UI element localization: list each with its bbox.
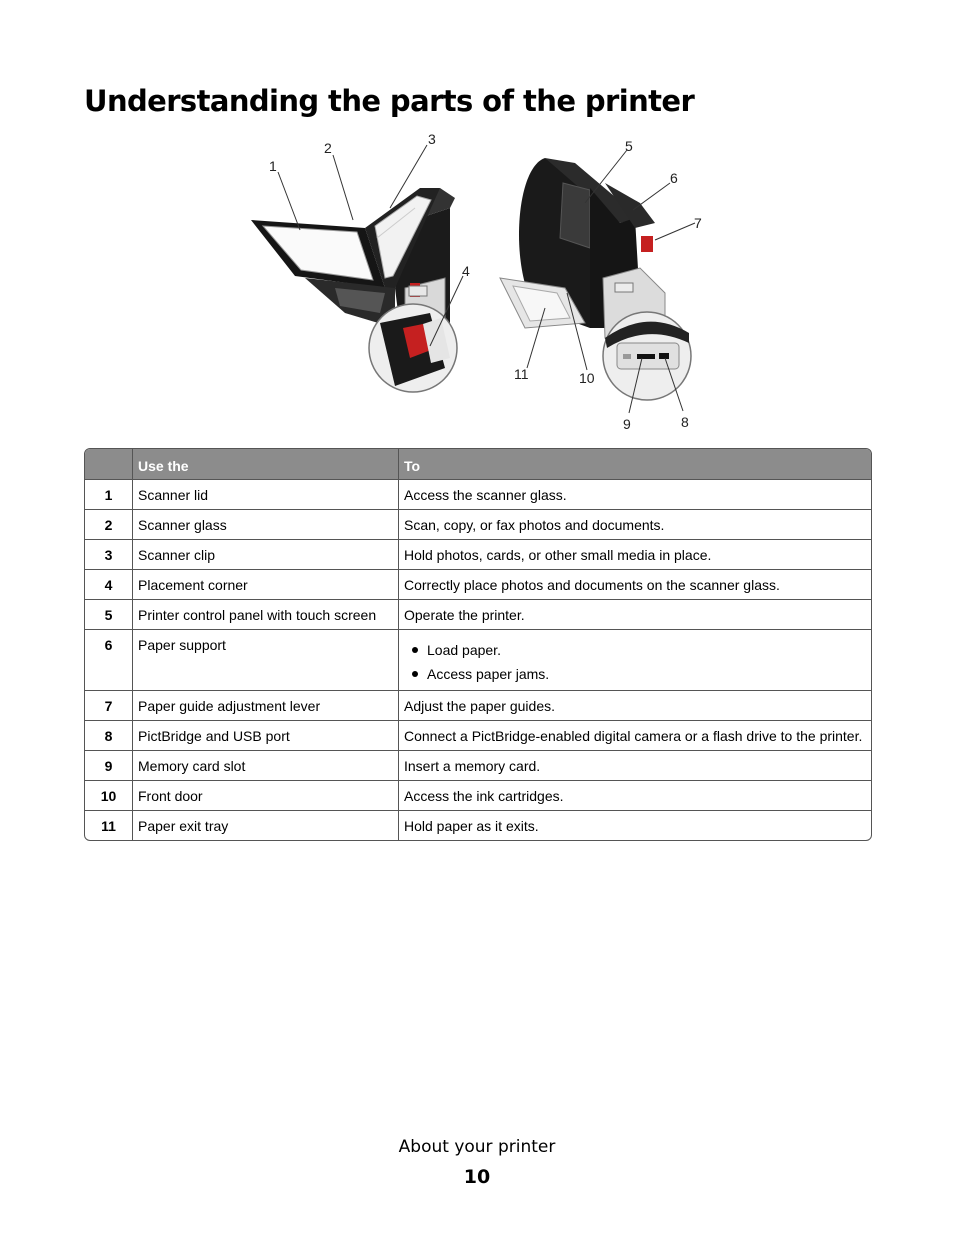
part-name: Scanner glass — [133, 510, 399, 539]
bullet-item: Access paper jams. — [404, 662, 866, 686]
header-to: To — [404, 458, 421, 474]
row-number: 10 — [85, 781, 133, 810]
parts-table — [84, 448, 872, 841]
part-name: Scanner clip — [133, 540, 399, 569]
callout-6: 6 — [670, 170, 678, 186]
table-row — [85, 509, 871, 539]
row-number: 6 — [85, 630, 133, 690]
part-name: Placement corner — [133, 570, 399, 599]
table-row — [85, 629, 871, 690]
part-name: Front door — [133, 781, 399, 810]
callout-3: 3 — [428, 131, 436, 147]
callout-11: 11 — [514, 366, 529, 382]
table-row — [85, 569, 871, 599]
table-header-row — [85, 449, 871, 479]
bullet-item: Load paper. — [404, 638, 866, 662]
part-purpose: Operate the printer. — [404, 607, 525, 623]
part-purpose: Hold paper as it exits. — [404, 818, 539, 834]
printer-parts-illustration — [245, 128, 715, 438]
row-number: 8 — [85, 721, 133, 750]
callout-1: 1 — [269, 158, 277, 174]
part-purpose: Hold photos, cards, or other small media in place. — [404, 547, 712, 563]
part-name: Paper support — [133, 630, 399, 690]
part-name: Paper guide adjustment lever — [133, 691, 399, 720]
callout-4: 4 — [462, 263, 470, 279]
page-title: Understanding the parts of the printer — [84, 84, 695, 118]
callout-10: 10 — [579, 370, 595, 386]
part-purpose: Connect a PictBridge-enabled digital camera or a flash drive to the printer. — [404, 728, 863, 744]
part-purpose: Insert a memory card. — [404, 758, 541, 774]
row-number: 5 — [85, 600, 133, 629]
part-name: Scanner lid — [133, 480, 399, 509]
callout-7: 7 — [694, 215, 702, 231]
row-number: 11 — [85, 811, 133, 840]
table-row — [85, 780, 871, 810]
part-purpose: Access the ink cartridges. — [404, 788, 564, 804]
row-number: 7 — [85, 691, 133, 720]
callout-9: 9 — [623, 416, 631, 432]
row-number: 4 — [85, 570, 133, 599]
part-name: Printer control panel with touch screen — [133, 600, 399, 629]
callout-8: 8 — [681, 414, 689, 430]
callout-5: 5 — [625, 138, 633, 154]
row-number: 9 — [85, 751, 133, 780]
page-number: 10 — [463, 1166, 491, 1188]
table-row — [85, 810, 871, 840]
part-purpose: Adjust the paper guides. — [404, 698, 555, 714]
callout-2: 2 — [324, 140, 332, 156]
printer-diagram — [245, 128, 715, 438]
table-row — [85, 720, 871, 750]
part-name: PictBridge and USB port — [133, 721, 399, 750]
part-purpose: Correctly place photos and documents on the scanner glass. — [404, 577, 780, 593]
table-row — [85, 539, 871, 569]
table-row — [85, 479, 871, 509]
row-number: 2 — [85, 510, 133, 539]
left-printer-body — [251, 188, 457, 392]
header-num — [85, 449, 133, 479]
part-purpose: Scan, copy, or fax photos and documents. — [404, 517, 665, 533]
part-name: Paper exit tray — [133, 811, 399, 840]
bullet-list — [404, 636, 866, 686]
part-name: Memory card slot — [133, 751, 399, 780]
row-number: 3 — [85, 540, 133, 569]
row-number: 1 — [85, 480, 133, 509]
table-row — [85, 599, 871, 629]
table-row — [85, 750, 871, 780]
footer-section-title: About your printer — [398, 1137, 556, 1157]
header-use-the: Use the — [133, 449, 399, 479]
table-row — [85, 690, 871, 720]
part-purpose — [399, 630, 871, 690]
part-purpose: Access the scanner glass. — [404, 487, 567, 503]
